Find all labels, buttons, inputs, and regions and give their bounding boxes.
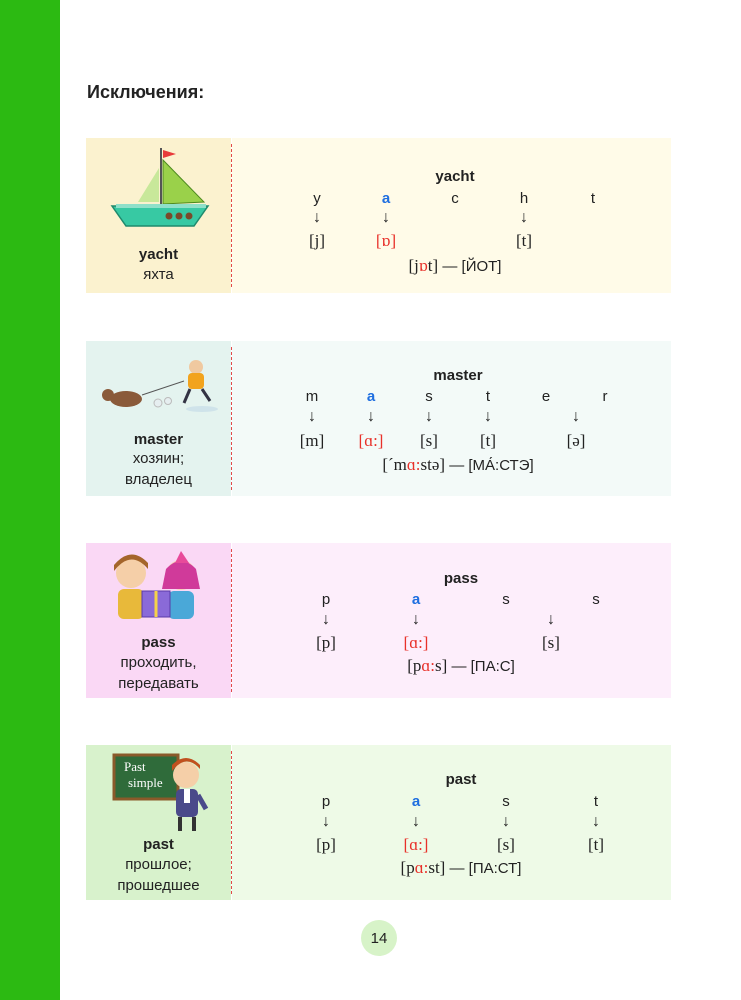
- phoneme: [t]: [515, 231, 533, 250]
- arrow-down-icon: ↓: [308, 408, 316, 425]
- dog-walker-icon: [86, 341, 231, 431]
- arrow-down-icon: ↓: [382, 209, 390, 226]
- transcription-vowel: ɑ:: [414, 858, 429, 877]
- card-translation: прошедшее: [117, 877, 200, 894]
- transcription-russian: — [ПА:С]: [447, 658, 515, 675]
- card-illustration-panel: [86, 138, 231, 293]
- phoneme: [ə]: [566, 431, 586, 450]
- vowel-phoneme: [ɑ:]: [358, 431, 384, 450]
- arrow-down-icon: ↓: [412, 813, 420, 830]
- transcription-rest: t]: [427, 256, 439, 275]
- phoneme: [p]: [316, 633, 336, 652]
- arrow-down-icon: ↓: [502, 813, 510, 830]
- card-translation: яхта: [143, 266, 174, 283]
- transcription-vowel: ɒ: [418, 256, 428, 275]
- transcription: [409, 256, 502, 276]
- arrow-down-icon: ↓: [520, 209, 528, 226]
- transcription-vowel: ɑ:: [406, 455, 421, 474]
- letter: t: [593, 793, 599, 810]
- vowel-phoneme: [ɒ]: [375, 231, 397, 250]
- transcription-vowel: ɑ:: [421, 656, 436, 675]
- transcription-russian: — [ПА:СТ]: [445, 860, 522, 877]
- phonetics-panel: [232, 138, 671, 293]
- transcription-rest: st]: [428, 858, 446, 877]
- phoneme: [t]: [479, 431, 497, 450]
- letter: e: [541, 388, 551, 405]
- phonetics-title: past: [445, 771, 477, 788]
- letter: s: [592, 591, 600, 608]
- letter: t: [485, 388, 491, 405]
- phonetics-panel: [232, 341, 671, 496]
- phoneme: [s]: [420, 431, 438, 450]
- phonetics-title: master: [433, 367, 483, 384]
- arrow-down-icon: ↓: [547, 611, 555, 628]
- arrow-down-icon: ↓: [572, 408, 580, 425]
- card-translation: передавать: [118, 675, 199, 692]
- transcription: [407, 656, 515, 676]
- page-heading: Исключения:: [87, 82, 205, 102]
- transcription-open: [j: [408, 256, 419, 275]
- card-translation: хозяин;: [132, 450, 185, 467]
- card-translation: проходить,: [120, 654, 197, 671]
- transcription: [382, 455, 533, 475]
- letter: t: [590, 190, 596, 207]
- phoneme: [m]: [299, 431, 325, 450]
- phonetics-title: pass: [443, 570, 479, 587]
- phoneme: [t]: [587, 835, 605, 854]
- arrow-down-icon: ↓: [322, 611, 330, 628]
- vowel-letter: a: [366, 388, 376, 405]
- letter: s: [502, 793, 510, 810]
- card-word: yacht: [138, 246, 179, 263]
- transcription-open: [´m: [382, 455, 407, 474]
- arrow-down-icon: ↓: [322, 813, 330, 830]
- word-card-yacht: [86, 138, 671, 293]
- letter: s: [425, 388, 433, 405]
- phonetics-panel: [232, 745, 671, 900]
- arrow-down-icon: ↓: [592, 813, 600, 830]
- sailboat-icon: [86, 138, 231, 228]
- transcription-open: [p: [407, 656, 422, 675]
- letter: y: [313, 190, 321, 207]
- vowel-phoneme: [ɑ:]: [403, 633, 429, 652]
- arrow-down-icon: ↓: [425, 408, 433, 425]
- board-text-line: Past: [124, 759, 146, 774]
- vowel-letter: a: [381, 190, 391, 207]
- arrow-down-icon: ↓: [367, 408, 375, 425]
- letter: h: [519, 190, 529, 207]
- board-text-line: simple: [128, 775, 163, 790]
- boy-chalkboard-icon: [86, 745, 231, 835]
- card-translation: владелец: [124, 471, 192, 488]
- arrow-down-icon: ↓: [313, 209, 321, 226]
- card-illustration-panel: [86, 341, 231, 496]
- letter: s: [502, 591, 510, 608]
- letter: m: [305, 388, 319, 405]
- word-card-master: [86, 341, 671, 496]
- card-translation: прошлое;: [125, 856, 192, 873]
- transcription-open: [p: [400, 858, 415, 877]
- card-word: pass: [141, 634, 176, 651]
- vowel-phoneme: [ɑ:]: [403, 835, 429, 854]
- phonetics-panel: [232, 543, 671, 698]
- phoneme: [j]: [308, 231, 326, 250]
- vowel-letter: a: [411, 591, 421, 608]
- card-word: master: [133, 431, 184, 448]
- green-side-bar: [0, 0, 60, 1000]
- transcription: [401, 858, 522, 878]
- transcription-russian: — [ЙОТ]: [438, 258, 502, 275]
- phonetics-title: yacht: [435, 168, 475, 185]
- phoneme: [p]: [316, 835, 336, 854]
- transcription-rest: stə]: [420, 455, 446, 474]
- letter: p: [321, 793, 331, 810]
- word-card-pass: [86, 543, 671, 698]
- word-card-past: [86, 745, 671, 900]
- card-illustration-panel: [86, 543, 231, 698]
- phoneme: [s]: [497, 835, 515, 854]
- card-illustration-panel: [86, 745, 231, 900]
- letter: r: [602, 388, 608, 405]
- transcription-russian: — [МА́:СТЭ]: [445, 457, 534, 474]
- arrow-down-icon: ↓: [412, 611, 420, 628]
- kids-gift-icon: [86, 543, 231, 633]
- transcription-rest: s]: [435, 656, 448, 675]
- card-word: past: [143, 836, 174, 853]
- letter: c: [451, 190, 459, 207]
- page-number: 14: [361, 920, 397, 956]
- phoneme: [s]: [542, 633, 560, 652]
- letter: p: [321, 591, 331, 608]
- arrow-down-icon: ↓: [484, 408, 492, 425]
- vowel-letter: a: [411, 793, 421, 810]
